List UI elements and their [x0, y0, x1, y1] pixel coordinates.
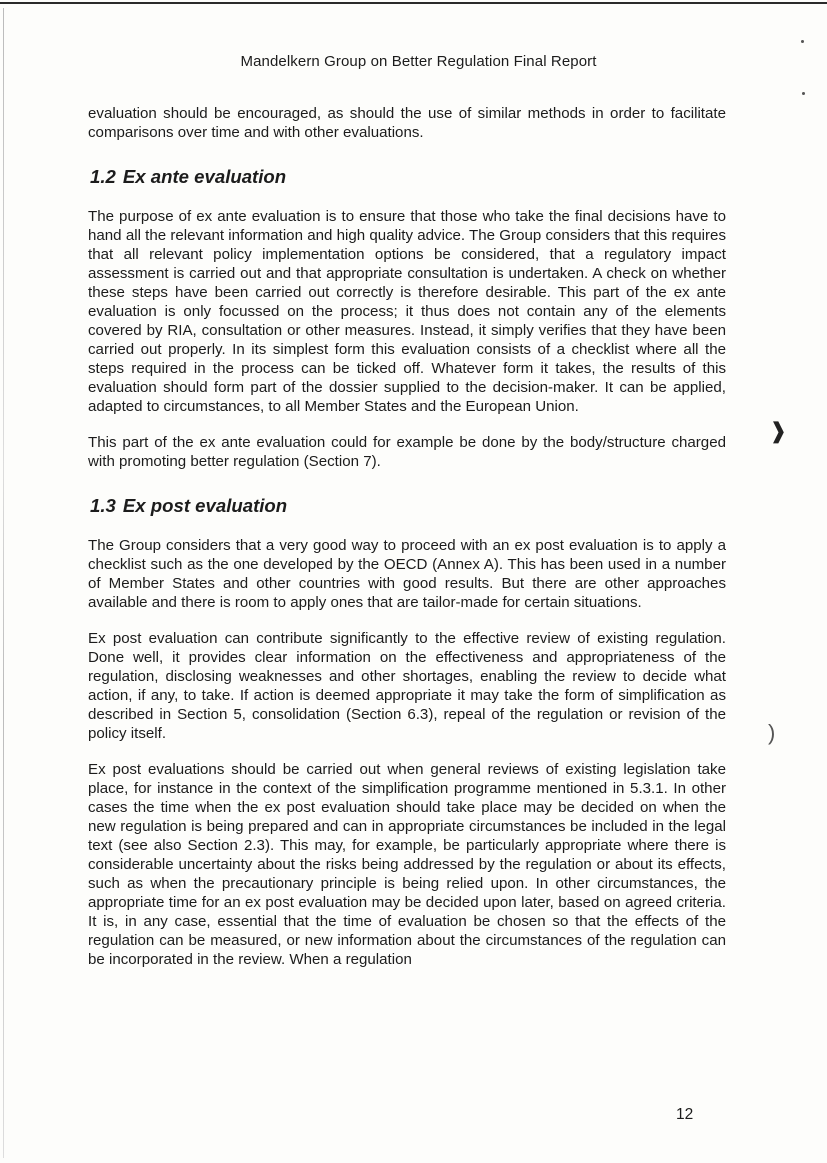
section-title: Ex ante evaluation: [122, 166, 287, 187]
running-header: Mandelkern Group on Better Regulation Final Report: [240, 53, 597, 70]
scan-speck-icon: [802, 92, 805, 95]
top-border-rule: [0, 2, 827, 4]
ex-post-paragraph-2: Ex post evaluation can contribute significantly to the effective review of existing regulation. Done well, it provides clear information on the effectiveness and appropriateness of the regulation, disclosing weaknesses and other shortages, enabling the review to decide what action, if any, to take. If action is deemed appropriate it may take the form of simplification as described in Section 5, consolidation (Section 6.3), repeal of the regulation or revision of the policy itself.: [88, 630, 726, 742]
scan-left-edge: [3, 8, 4, 1158]
section-heading-ex-post: [90, 495, 726, 517]
ex-post-paragraph-3: Ex post evaluations should be carried out when general reviews of existing legislation take place, for instance in the context of the simplification programme mentioned in 5.3.1. In other cases the time when the ex post evaluation should take place may be decided on when the new regulation is being prepared and can in appropriate circumstances be included in the legal text (see also Section 2.3). This may, for example, be particularly appropriate where there is considerable uncertainty about the risks being addressed by the regulation or about its effects, such as when the precautionary principle is being relied upon. In other circumstances, the appropriate time for an ex post evaluation may be decided upon later, based on agreed criteria. It is, in any case, essential that the time of evaluation be chosen so that the effects of the regulation can be measured, or new information about the circumstances of the regulation can be incorporated in the review. When a regulation: [88, 761, 726, 968]
ex-post-paragraph-1: The Group considers that a very good way to proceed with an ex post evaluation is to apply a checklist such as the one developed by the OECD (Annex A). This has been used in a number of Member States and other countries with good results. But there are other approaches available and there is room to apply ones that are tailor-made for certain situations.: [88, 537, 726, 611]
scan-speck-icon: [801, 40, 804, 43]
binding-hole-mark-icon: ❱: [769, 418, 788, 443]
section-heading-ex-ante: [90, 166, 726, 188]
intro-paragraph: evaluation should be encouraged, as should the use of similar methods in order to facilitate comparisons over time and with other evaluations.: [88, 105, 726, 141]
ex-ante-paragraph-1: The purpose of ex ante evaluation is to ensure that those who take the final decisions have to hand all the relevant information and high quality advice. The Group considers that this requires that all relevant policy implementation options be considered, that a regulatory impact assessment is carried out and that appropriate consultation is undertaken. A check on whether these steps have been carried out correctly is therefore desirable. This part of the ex ante evaluation is only focussed on the process; it thus does not contain any of the elements covered by RIA, consultation or other measures. Instead, it simply verifies that they have been carried out properly. In its simplest form this evaluation consists of a checklist where all the steps required in the process can be ticked off. Whatever form it takes, the results of this evaluation should form part of the dossier supplied to the decision-maker. It can be applied, adapted to circumstances, to all Member States and the European Union.: [88, 208, 726, 415]
binding-hole-mark-icon: ): [768, 720, 776, 745]
section-number: 1.3: [90, 495, 116, 516]
page-number: 12: [676, 1106, 694, 1123]
ex-ante-paragraph-2: This part of the ex ante evaluation could for example be done by the body/structure charged with promoting better regulation (Section 7).: [88, 434, 726, 470]
section-title: Ex post evaluation: [122, 495, 288, 516]
page-content: [88, 104, 726, 969]
section-number: 1.2: [90, 166, 116, 187]
